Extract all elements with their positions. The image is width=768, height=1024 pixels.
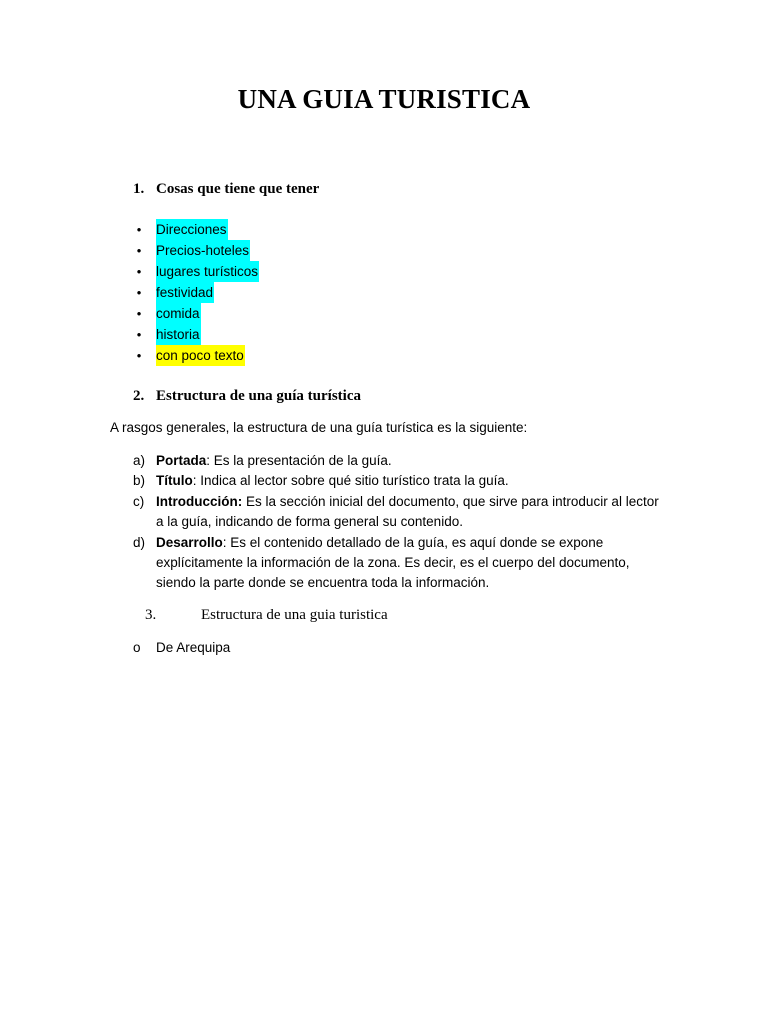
bullet-icon: • xyxy=(136,222,142,237)
structure-description: Es la sección inicial del documento, que sirve para introducir al lector a la guía, indicando de forma general su contenido. xyxy=(156,493,659,530)
list-item-label: De Arequipa xyxy=(156,640,231,655)
list-marker: o xyxy=(133,640,141,655)
bullet-label: Precios-hoteles xyxy=(156,240,250,261)
list-marker: b) xyxy=(133,473,146,489)
structure-term: Título xyxy=(156,473,193,489)
structure-item xyxy=(133,492,663,533)
bullet-label: lugares turísticos xyxy=(156,261,259,282)
bullet-label: festividad xyxy=(156,282,214,303)
list-marker: c) xyxy=(133,493,145,509)
section-heading-text: Estructura de una guía turística xyxy=(156,388,362,404)
section-number: 1. xyxy=(133,181,145,197)
section-number: 2. xyxy=(133,388,145,404)
list-marker: d) xyxy=(133,534,146,550)
section-heading-1 xyxy=(133,179,533,199)
section-heading-text: Estructura de una guia turistica xyxy=(201,607,388,623)
list-marker: a) xyxy=(133,453,146,468)
structure-term: Desarrollo xyxy=(156,534,223,550)
structure-description: : Es la presentación de la guía. xyxy=(206,453,392,468)
bullet-icon: • xyxy=(136,243,142,258)
bullet-label: con poco texto xyxy=(156,345,245,366)
bullet-label: historia xyxy=(156,324,201,345)
bullet-icon: • xyxy=(136,264,142,279)
structure-item xyxy=(133,533,663,594)
bullet-icon: • xyxy=(136,348,142,363)
structure-item xyxy=(133,451,663,471)
structure-description: : Indica al lector sobre qué sitio turístico trata la guía. xyxy=(192,473,509,489)
section-heading-text: Cosas que tiene que tener xyxy=(156,181,320,197)
document-title: UNA GUIA TURISTICA xyxy=(237,84,531,114)
section-number: 3. xyxy=(145,607,157,623)
structure-description: : Es el contenido detallado de la guía, es aquí donde se expone explícitamente la información de la zona. Es decir, es el cuerpo del documento, siendo la parte donde se encuentra toda la información. xyxy=(156,534,630,591)
bullet-label: comida xyxy=(156,303,201,324)
section-heading-3 xyxy=(145,605,545,625)
bullet-icon: • xyxy=(136,306,142,321)
structure-term: Portada xyxy=(156,453,207,468)
section-heading-2 xyxy=(133,386,533,406)
bullet-icon: • xyxy=(136,327,142,342)
structure-list xyxy=(133,451,663,594)
structure-item xyxy=(133,471,663,491)
structure-term: Introducción: xyxy=(156,493,243,509)
bullet-label: Direcciones xyxy=(156,219,228,240)
intro-paragraph: A rasgos generales, la estructura de una guía turística es la siguiente: xyxy=(110,420,528,435)
bullet-icon: • xyxy=(136,285,142,300)
